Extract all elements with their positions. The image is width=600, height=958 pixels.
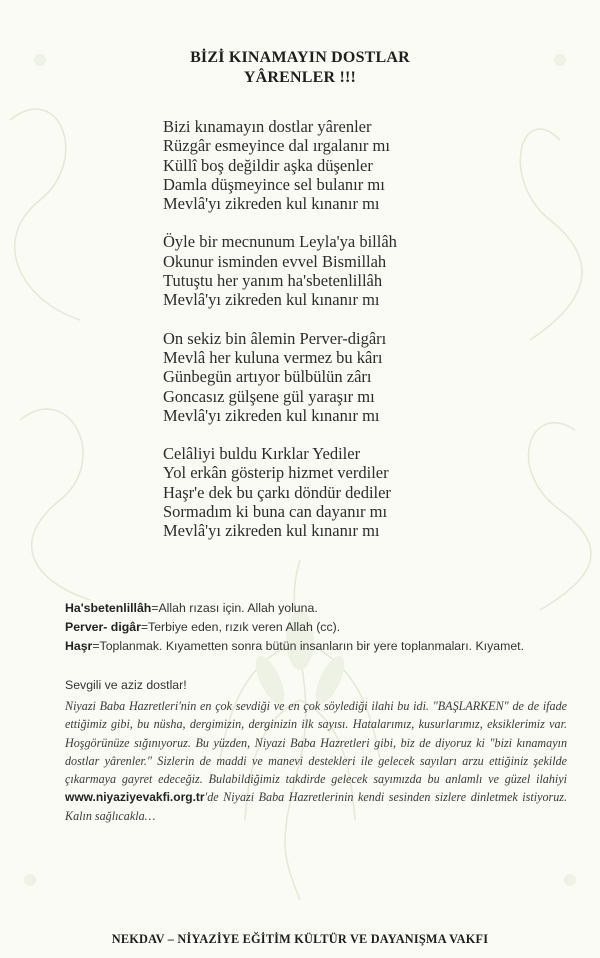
poem-line: Goncasız gülşene gül yaraşır mı — [163, 386, 375, 406]
footer-foundation-name: NEKDAV – NİYAZİYE EĞİTİM KÜLTÜR VE DAYANIŞMA VAKFI — [111, 932, 489, 946]
poem-line: Sormadım ki buna can dayanır mı — [163, 502, 388, 522]
title-line-1: BİZİ KINAMAYIN DOSTLAR — [190, 49, 410, 66]
glossary-term: Haşr — [65, 639, 93, 653]
poem-line: Tutuştu her yanım ha'sbetenlillâh — [163, 271, 383, 291]
poem-line: Celâliyi buldu Kırklar Yediler — [163, 444, 361, 464]
website-link[interactable]: www.niyaziyevakfi.org.tr — [65, 790, 205, 805]
message-text: Niyazi Baba Hazretleri'nin en çok sevdiği ve en çok söylediği ilahi bu idi. "BAŞLARKEN" de de ifade ettiğimiz gibi, bu nüsha, dergimizin, derginizin ilk sayısı. Hatalarımız, kusurlarımız, eksiklerimiz var. Hoşgörünüze sığınıyoruz. Bu yüzden, Niyazi Baba Hazretleri gibi, biz de diyoruz ki "bizi kınamayın dostlar yârenler." Sizlerin de maddi ve manevi destekleri ile gelecek sayıları arzu ettiğiniz şekilde çıkarmaya gayret edeceğiz. Bulabildiğimiz takdirde gelecek sayımızda bu anlamlı ve güzel ilahiyi — [65, 699, 567, 787]
stanza-1 — [163, 117, 523, 213]
glossary-term: Ha'sbetenlillâh — [65, 601, 152, 615]
poem-line: Haşr'e dek bu çarkı döndür dediler — [163, 482, 391, 502]
glossary-item — [65, 618, 600, 637]
stanza-4 — [163, 444, 523, 540]
poem-line: Mevlâ'yı zikreden kul kınanır mı — [163, 521, 380, 541]
poem-line: Günbegün artıyor bülbülün zârı — [163, 367, 372, 387]
stanza-2 — [163, 232, 523, 309]
poem-line: Öyle bir mecnunum Leyla'ya billâh — [163, 232, 397, 252]
poem-line: Rüzgâr esmeyince dal ırgalanır mı — [163, 136, 390, 156]
glossary-definition: =Terbiye eden, rızık veren Allah (cc). — [140, 620, 341, 634]
glossary-term: Perver- digâr — [65, 620, 141, 634]
stanza-3 — [163, 329, 523, 425]
poem-line: Yol erkân gösterip hizmet verdiler — [163, 463, 389, 483]
poem-line: Küllî boş değildir aşka düşenler — [163, 155, 373, 175]
poem-line: On sekiz bin âlemin Perver-digârı — [163, 328, 387, 348]
message-text-end: 'de Niyazi Baba Hazretlerinin kendi sesinden sizlere dinletmek istiyoruz. Kalın sağlıcakla… — [65, 790, 567, 823]
glossary-definition: =Allah rızası için. Allah yoluna. — [151, 601, 318, 615]
glossary-item — [65, 637, 600, 656]
poem-line: Mevlâ'yı zikreden kul kınanır mı — [163, 290, 380, 310]
glossary — [65, 599, 600, 656]
title-line-2: YÂRENLER !!! — [243, 69, 357, 86]
glossary-item — [65, 599, 600, 618]
poem-line: Bizi kınamayın dostlar yârenler — [163, 117, 372, 136]
poem-line: Damla düşmeyince sel bulanır mı — [163, 174, 385, 194]
poem-title — [0, 48, 600, 88]
poem-line: Mevlâ her kuluna vermez bu kârı — [163, 347, 383, 367]
poem-line: Mevlâ'yı zikreden kul kınanır mı — [163, 405, 380, 425]
glossary-definition: =Toplanmak. Kıyametten sonra bütün insanların bir yere toplanmaları. Kıyamet. — [92, 639, 524, 653]
message-paragraph — [65, 697, 567, 825]
poem-line: Okunur isminden evvel Bismillah — [163, 251, 387, 271]
greeting: Sevgili ve aziz dostlar! — [65, 678, 187, 692]
poem-line: Mevlâ'yı zikreden kul kınanır mı — [163, 194, 380, 214]
poem-body — [163, 117, 523, 560]
